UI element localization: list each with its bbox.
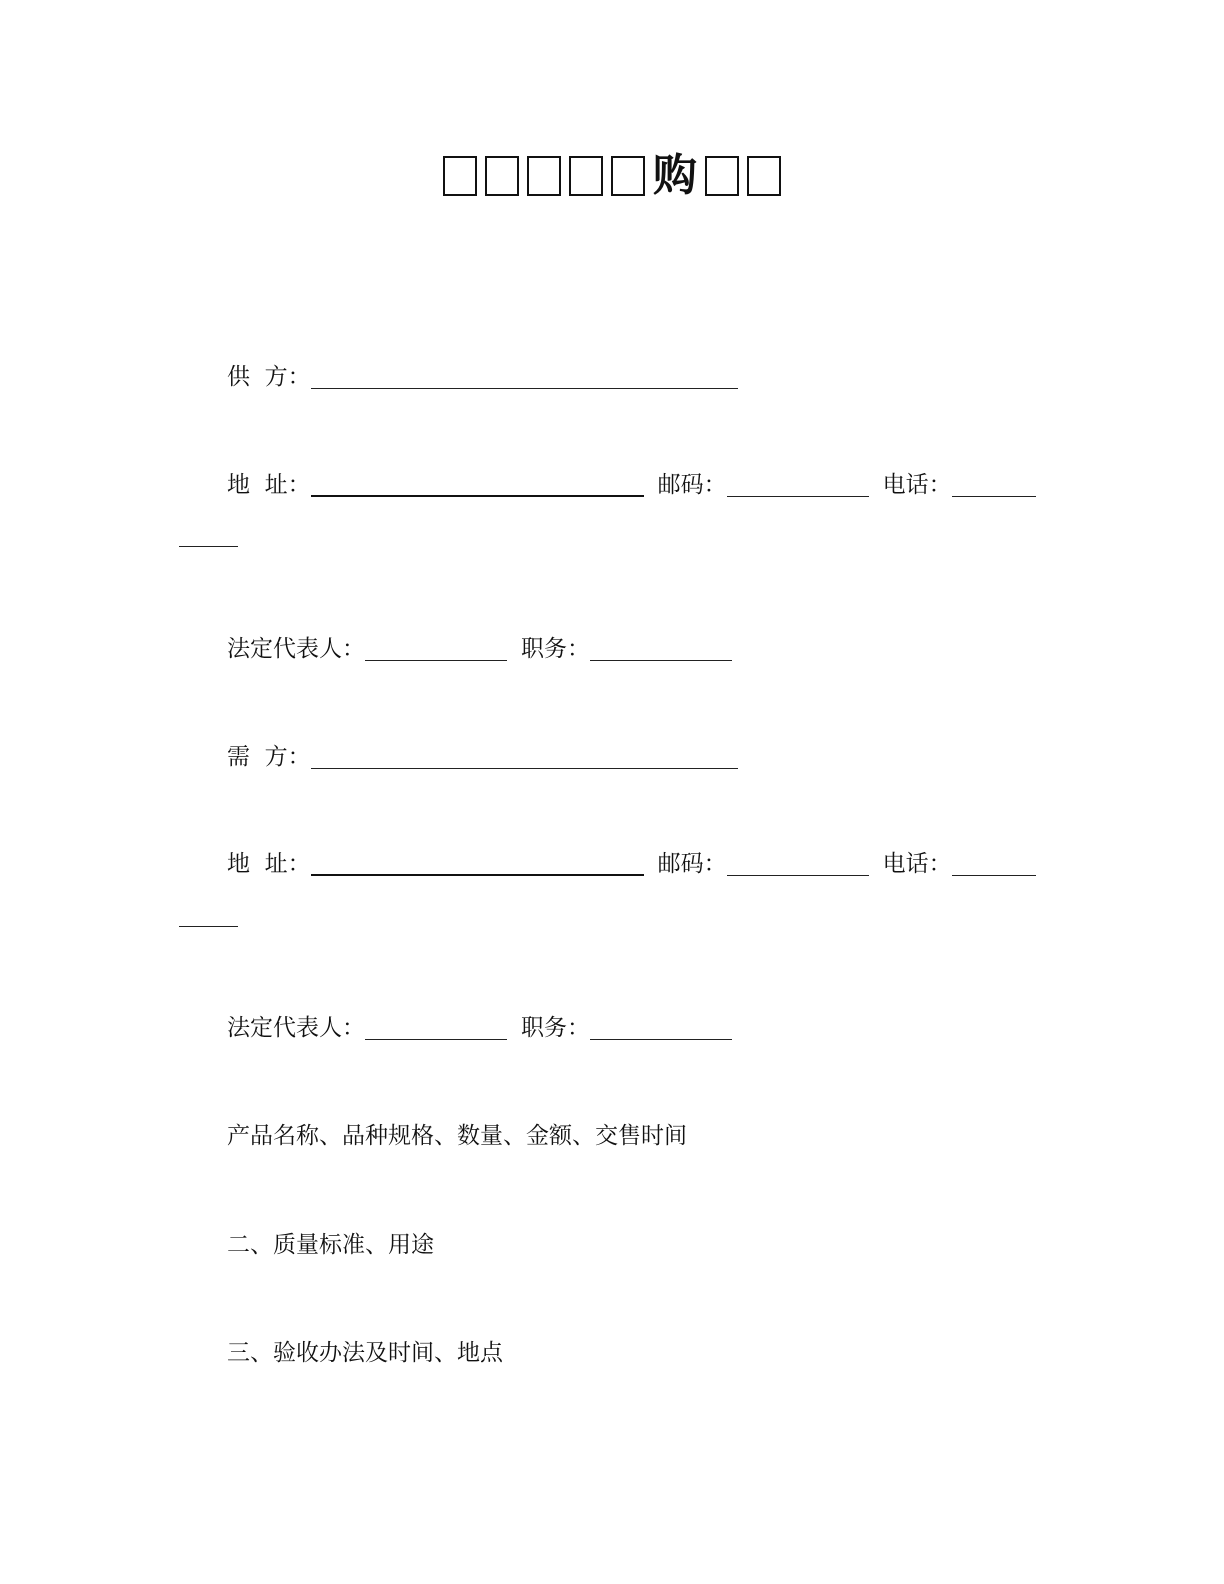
buyer-position-field[interactable] — [590, 1013, 732, 1040]
title-char: 购 — [653, 150, 697, 201]
buyer-rep-row — [227, 1009, 732, 1043]
buyer-address-row — [227, 845, 1036, 879]
missing-glyph-box — [611, 156, 645, 196]
section-quality-standard: 二、质量标准、用途 — [227, 1232, 434, 1258]
buyer-phone-field-continued[interactable] — [179, 926, 238, 927]
section-acceptance-method: 三、验收办法及时间、地点 — [227, 1340, 503, 1366]
supplier-rep-row — [227, 630, 732, 664]
buyer-address-field[interactable] — [311, 848, 644, 876]
document-title — [0, 148, 1224, 204]
buyer-address-label: 地 址： — [227, 851, 311, 877]
supplier-postcode-label: 邮码： — [657, 472, 727, 498]
missing-glyph-box — [485, 156, 519, 196]
supplier-field[interactable] — [311, 362, 738, 389]
supplier-address-field[interactable] — [311, 469, 644, 497]
buyer-phone-label: 电话： — [882, 851, 952, 877]
supplier-phone-field[interactable] — [952, 470, 1036, 497]
supplier-position-label: 职务： — [521, 636, 590, 662]
buyer-legal-rep-label: 法定代表人： — [227, 1015, 365, 1041]
missing-glyph-box — [527, 156, 561, 196]
buyer-postcode-field[interactable] — [727, 849, 869, 876]
buyer-field[interactable] — [311, 742, 738, 769]
buyer-label: 需 方： — [227, 744, 311, 770]
supplier-address-row — [227, 466, 1036, 500]
missing-glyph-box — [443, 156, 477, 196]
supplier-phone-field-continued[interactable] — [179, 546, 238, 547]
missing-glyph-box — [705, 156, 739, 196]
supplier-legal-rep-field[interactable] — [365, 634, 507, 661]
supplier-phone-label: 电话： — [882, 472, 952, 498]
section-heading — [227, 1117, 687, 1151]
buyer-position-label: 职务： — [521, 1015, 590, 1041]
supplier-address-label: 地 址： — [227, 472, 311, 498]
supplier-label: 供 方： — [227, 364, 311, 390]
section-heading — [227, 1334, 503, 1368]
supplier-legal-rep-label: 法定代表人： — [227, 636, 365, 662]
buyer-phone-field[interactable] — [952, 849, 1036, 876]
missing-glyph-box — [747, 156, 781, 196]
supplier-postcode-field[interactable] — [727, 470, 869, 497]
buyer-row — [227, 738, 738, 772]
supplier-position-field[interactable] — [590, 634, 732, 661]
buyer-legal-rep-field[interactable] — [365, 1013, 507, 1040]
supplier-row — [227, 358, 738, 392]
section-product-info: 产品名称、品种规格、数量、金额、交售时间 — [227, 1123, 687, 1149]
missing-glyph-box — [569, 156, 603, 196]
section-heading — [227, 1226, 434, 1260]
buyer-postcode-label: 邮码： — [657, 851, 727, 877]
